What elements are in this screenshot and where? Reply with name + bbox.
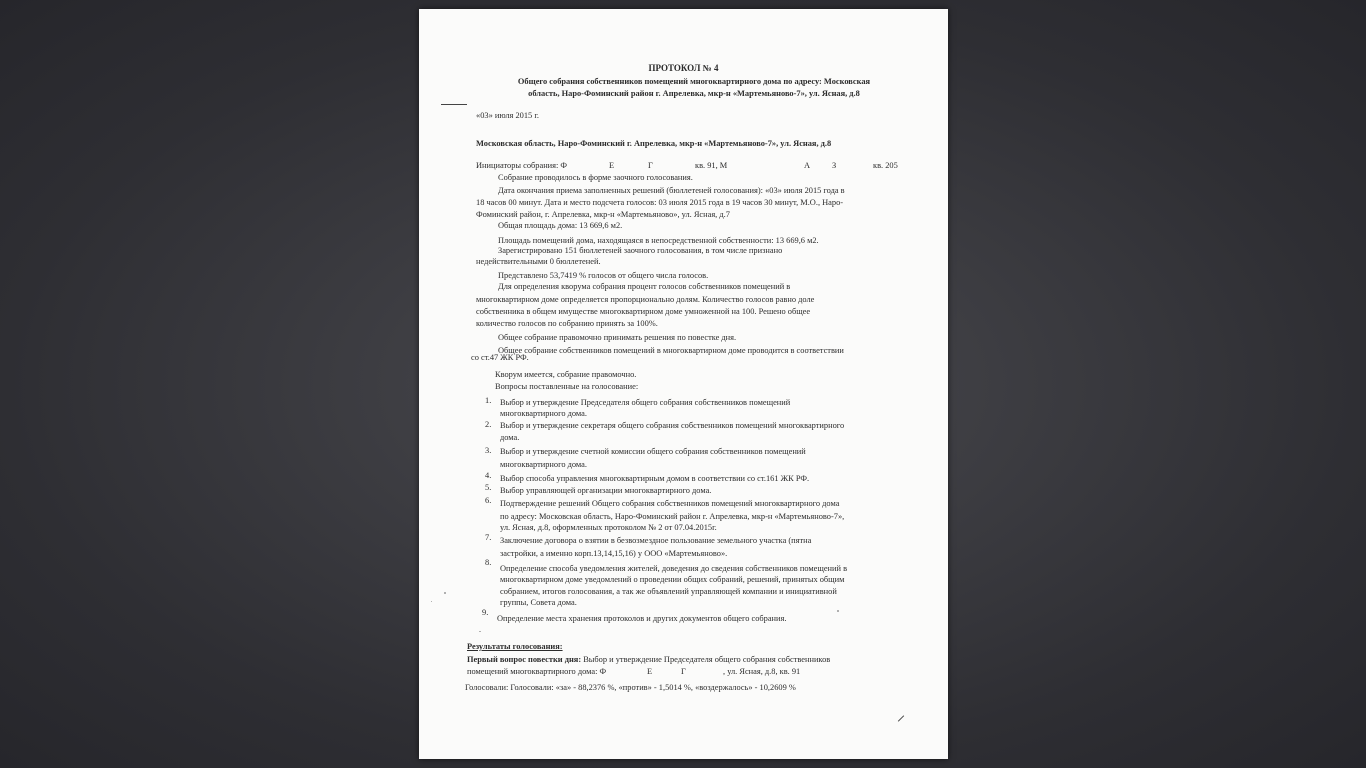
first-question-label: Первый вопрос повестки дня:	[467, 655, 582, 664]
agenda-item: ул. Ясная, д.8, оформленных протоколом № 2 от 07.04.2015г.	[500, 523, 717, 532]
document-place: Московская область, Наро-Фоминский г. Апрелевка, мкр-н «Мартемьяново-7», ул. Ясная, д.8	[476, 139, 832, 148]
agenda-number: 4.	[485, 471, 492, 480]
body-line: Общее собрание правомочно принимать решения по повестке дня.	[498, 333, 737, 342]
agenda-item: Заключение договора о взятии в безвозмездное пользование земельного участка (пятна	[500, 536, 812, 545]
agenda-item: Выбор управляющей организации многоквартирного дома.	[500, 486, 712, 495]
first-question-line-2	[467, 667, 867, 677]
chairman-name: помещений многоквартирного дома: Ф	[467, 667, 607, 676]
initiator-apartment: кв. 205	[873, 161, 898, 170]
scan-speck	[444, 592, 446, 594]
body-line: Вопросы поставленные на голосование:	[495, 382, 639, 391]
scan-speck	[479, 631, 481, 632]
agenda-item: многоквартирного дома.	[500, 460, 587, 469]
agenda-number: 1.	[485, 396, 492, 405]
body-line: Собрание проводилось в форме заочного голосования.	[498, 173, 693, 182]
agenda-item: Определение места хранения протоколов и других документов общего собрания.	[497, 614, 787, 623]
initiator-initial: А	[804, 161, 811, 170]
body-line: Для определения кворума собрания процент голосов собственников помещений в	[498, 282, 791, 291]
agenda-item: Выбор и утверждение счетной комиссии общего собрания собственников помещений	[500, 447, 806, 456]
agenda-number: 6.	[485, 496, 492, 505]
body-line: недействительными 0 бюллетеней.	[476, 257, 601, 266]
scan-speck	[431, 601, 432, 602]
initiator-initial: З	[832, 161, 837, 170]
agenda-number: 7.	[485, 533, 492, 542]
agenda-item: Выбор и утверждение Председателя общего собрания собственников помещений	[500, 398, 791, 407]
body-line: 18 часов 00 минут. Дата и место подсчета голосов: 03 июля 2015 года в 19 часов 30 минут, М.О., Наро-	[476, 198, 844, 207]
initiators-label: Инициаторы собрания: Ф	[476, 161, 568, 170]
chairman-initial: Е	[647, 667, 653, 676]
votes-line: Голосовали: Голосовали: «за» - 88,2376 %, «против» - 1,5014 %, «воздержалось» - 10,2609 %	[465, 683, 796, 692]
initiator-initial: Е	[609, 161, 615, 170]
agenda-item: Подтверждение решений Общего собрания собственников помещений многоквартирного дома	[500, 499, 840, 508]
initiator-apartment: кв. 91, М	[695, 161, 728, 170]
body-line: Представлено 53,7419 % голосов от общего числа голосов.	[498, 271, 709, 280]
body-line: количество голосов по собранию принять за 100%.	[476, 319, 658, 328]
body-line: Фоминский район, г. Апрелевка, мкр-н «Мартемьяново», ул. Ясная, д.7	[476, 210, 730, 219]
body-line: Площадь помещений дома, находящаяся в непосредственной собственности: 13 669,6 м2.	[498, 236, 819, 245]
document-title: ПРОТОКОЛ № 4	[648, 63, 719, 73]
agenda-number: 5.	[485, 483, 492, 492]
body-line: Кворум имеется, собрание правомочно.	[495, 370, 637, 379]
first-question-text: Выбор и утверждение Председателя общего собрания собственников	[583, 655, 831, 664]
chairman-address: , ул. Ясная, д.8, кв. 91	[723, 667, 801, 676]
agenda-item: собранием, итогов голосования, а так же объявлений управляющей компании и инициативной	[500, 587, 837, 596]
body-line: Зарегистрировано 151 бюллетеней заочного голосования, в том числе признано	[498, 246, 783, 255]
body-line: собственника в общем имуществе многоквартирном доме умноженной на 100. Решено общее	[476, 307, 811, 316]
agenda-item: группы, Совета дома.	[500, 598, 577, 607]
agenda-item: дома.	[500, 433, 520, 442]
body-line: со ст.47 ЖК РФ.	[471, 353, 529, 362]
initiator-initial: Г	[648, 161, 653, 170]
agenda-item: Определение способа уведомления жителей, доведения до сведения собственников помещений в	[500, 564, 848, 573]
agenda-item: многоквартирном доме уведомлений о проведении общих собраний, решений, принятых общим	[500, 575, 845, 584]
chairman-initial: Г	[681, 667, 686, 676]
document-subtitle-1: Общего собрания собственников помещений многоквартирного дома по адресу: Московская	[517, 77, 871, 86]
agenda-number: 2.	[485, 420, 492, 429]
agenda-item: Выбор и утверждение секретаря общего собрания собственников помещений многоквартирного	[500, 421, 845, 430]
agenda-item: Выбор способа управления многоквартирным домом в соответствии со ст.161 ЖК РФ.	[500, 474, 810, 483]
agenda-item: по адресу: Московская область, Наро-Фоминский район г. Апрелевка, мкр-н «Мартемьяново-7»,	[500, 512, 845, 521]
pen-mark	[898, 715, 904, 721]
results-heading: Результаты голосования:	[467, 642, 563, 651]
agenda-item: застройки, а именно корп.13,14,15,16) у ООО «Мартемьяново».	[500, 549, 728, 558]
agenda-number: 9.	[482, 608, 489, 617]
document-date: «03» июля 2015 г.	[476, 111, 539, 120]
scan-speck	[837, 610, 839, 612]
agenda-number: 3.	[485, 446, 492, 455]
initiators-line	[476, 161, 898, 171]
body-line: Дата окончания приема заполненных решений (бюллетеней голосования): «03» июля 2015 года в	[498, 186, 845, 195]
margin-mark	[441, 104, 467, 105]
body-line: Общее собрание собственников помещений в многоквартирном доме проводится в соответствии	[498, 346, 844, 355]
agenda-item: многоквартирного дома.	[500, 409, 587, 418]
scanned-page	[419, 9, 948, 759]
agenda-number: 8.	[485, 558, 492, 567]
document-subtitle-2: область, Наро-Фоминский район г. Апрелевка, мкр-н «Мартемьяново-7», ул. Ясная, д.8	[528, 89, 860, 98]
first-question-line	[467, 655, 895, 665]
body-line: Общая площадь дома: 13 669,6 м2.	[498, 221, 623, 230]
body-line: многоквартирном доме определяется пропорционально долям. Количество голосов равно доле	[476, 295, 815, 304]
